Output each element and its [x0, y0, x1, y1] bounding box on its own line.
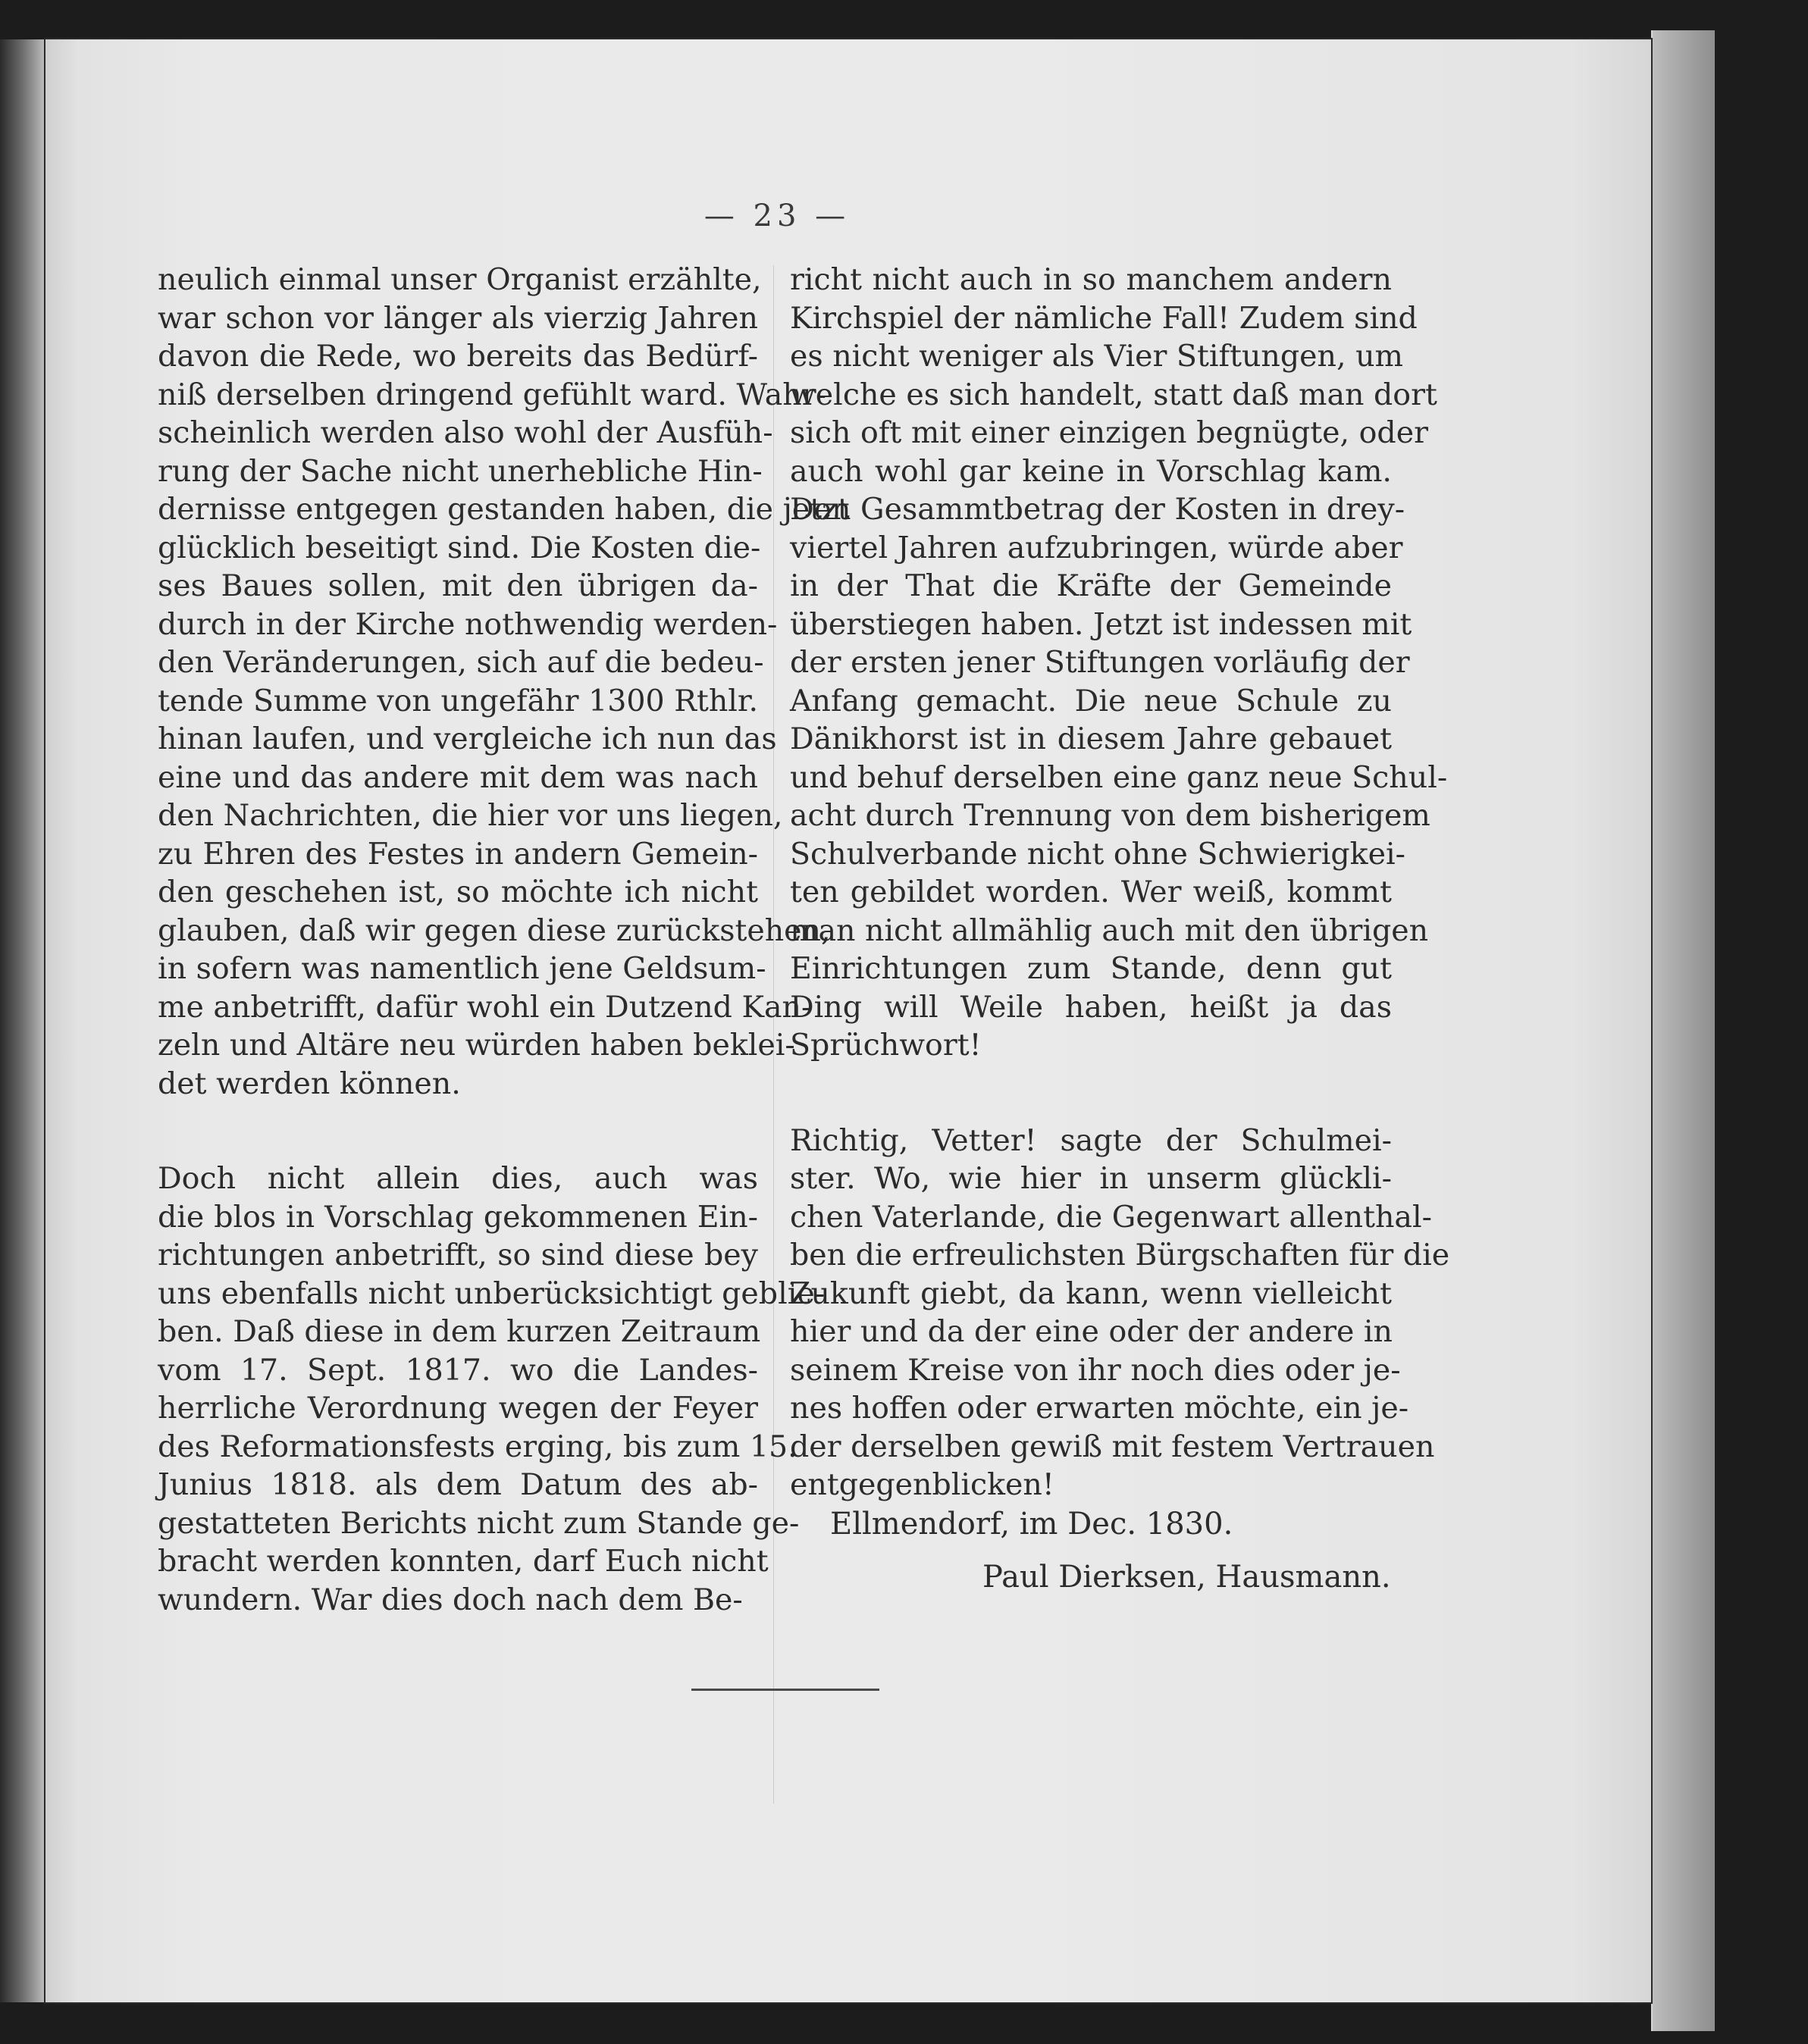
text-line: vom 17. Sept. 1817. wo die Landes-: [158, 1352, 758, 1388]
text-line: ses Baues sollen, mit den übrigen da-: [158, 568, 758, 603]
text-line: Dänikhorst ist in diesem Jahre gebauet: [790, 722, 1392, 756]
text-line: gestatteten Berichts nicht zum Stande ge-: [158, 1505, 800, 1541]
text-line: Junius 1818. als dem Datum des ab-: [158, 1467, 758, 1502]
text-line: auch wohl gar keine in Vorschlag kam.: [790, 453, 1392, 489]
left-paragraph-1: [158, 261, 850, 1103]
text-line: me anbetrifft, dafür wohl ein Dutzend Kan-: [158, 989, 812, 1025]
place-and-date: Ellmendorf, im Dec. 1830.: [830, 1507, 1233, 1542]
right-paragraph-1: [790, 261, 1448, 1065]
text-line: Ding will Weile haben, heißt ja das: [790, 989, 1392, 1025]
text-line: richtungen anbetrifft, so sind diese bey: [158, 1238, 758, 1272]
text-line: war schon vor länger als vierzig Jahren: [158, 300, 758, 336]
text-line: der ersten jener Stiftungen vorläufig der: [790, 645, 1410, 680]
text-line: welche es sich handelt, statt daß man dort: [790, 377, 1437, 412]
text-line: Zukunft giebt, da kann, wenn vielleicht: [790, 1276, 1392, 1311]
text-line: hinan laufen, und vergleiche ich nun das: [158, 722, 777, 756]
text-line: tende Summe von ungefähr 1300 Rthlr.: [158, 683, 758, 718]
text-line: den geschehen ist, so möchte ich nicht: [158, 875, 758, 909]
text-line: Anfang gemacht. Die neue Schule zu: [790, 683, 1392, 718]
text-line: neulich einmal unser Organist erzählte,: [158, 262, 762, 297]
page-edge-stack: [1651, 30, 1715, 2031]
text-line: scheinlich werden also wohl der Ausfüh-: [158, 415, 773, 450]
text-line: acht durch Trennung von dem bisherigem: [790, 798, 1430, 833]
text-line: davon die Rede, wo bereits das Bedürf-: [158, 339, 758, 374]
text-line: hier und da der eine oder der andere in: [790, 1314, 1393, 1349]
text-line: richt nicht auch in so manchem andern: [790, 262, 1392, 297]
text-line: chen Vaterlande, die Gegenwart allenthal-: [790, 1199, 1432, 1235]
text-line: Sprüchwort!: [790, 1028, 982, 1063]
text-line: in der That die Kräfte der Gemeinde: [790, 568, 1392, 603]
text-line: seinem Kreise von ihr noch dies oder je-: [790, 1352, 1401, 1388]
right-column: [790, 261, 1450, 1504]
text-line: zeln und Altäre neu würden haben beklei-: [158, 1028, 795, 1063]
text-line: Einrichtungen zum Stande, denn gut: [790, 951, 1392, 986]
text-line: durch in der Kirche nothwendig werden-: [158, 606, 778, 642]
text-line: bracht werden konnten, darf Euch nicht: [158, 1544, 769, 1579]
text-line: nes hoffen oder erwarten möchte, ein je-: [790, 1391, 1409, 1426]
text-line: rung der Sache nicht unerhebliche Hin-: [158, 453, 763, 489]
text-line: ben. Daß diese in dem kurzen Zeitraum: [158, 1314, 761, 1349]
book-spine-shadow: [0, 39, 45, 2002]
text-line: herrliche Verordnung wegen der Feyer: [158, 1391, 758, 1426]
paragraph-gap: [790, 1065, 1392, 1122]
right-paragraph-2: [790, 1122, 1450, 1504]
page-number: — 23 —: [703, 199, 851, 233]
text-line: Doch nicht allein dies, auch was: [158, 1161, 758, 1196]
text-line: uns ebenfalls nicht unberücksichtigt geblie-: [158, 1276, 826, 1311]
text-line: entgegenblicken!: [790, 1467, 1054, 1502]
text-line: viertel Jahren aufzubringen, würde aber: [790, 530, 1403, 565]
text-line: Kirchspiel der nämliche Fall! Zudem sind: [790, 300, 1418, 336]
left-column: [158, 261, 850, 1619]
text-line: dernisse entgegen gestanden haben, die jetzt: [158, 492, 850, 527]
text-line: in sofern was namentlich jene Geldsum-: [158, 951, 766, 986]
text-line: man nicht allmählig auch mit den übrigen: [790, 912, 1429, 948]
text-line: die blos in Vorschlag gekommenen Ein-: [158, 1199, 758, 1235]
text-line: ten gebildet worden. Wer weiß, kommt: [790, 875, 1392, 909]
text-line: den Veränderungen, sich auf die bedeu-: [158, 645, 764, 680]
text-line: Den Gesammtbetrag der Kosten in drey-: [790, 492, 1405, 527]
text-line: überstiegen haben. Jetzt ist indessen mit: [790, 606, 1412, 642]
text-line: des Reformationsfests erging, bis zum 15.: [158, 1429, 797, 1464]
text-line: ben die erfreulichsten Bürgschaften für die: [790, 1238, 1450, 1272]
text-line: eine und das andere mit dem was nach: [158, 759, 758, 795]
left-paragraph-2: [158, 1160, 826, 1619]
text-line: Richtig, Vetter! sagte der Schulmei-: [790, 1122, 1392, 1158]
text-line: glücklich beseitigt sind. Die Kosten die-: [158, 530, 761, 565]
author-signature: Paul Dierksen, Hausmann.: [982, 1560, 1391, 1595]
text-line: es nicht weniger als Vier Stiftungen, um: [790, 339, 1403, 374]
text-line: wundern. War dies doch nach dem Be-: [158, 1582, 743, 1617]
text-line: der derselben gewiß mit festem Vertrauen: [790, 1429, 1435, 1464]
text-line: sich oft mit einer einzigen begnügte, oder: [790, 415, 1428, 450]
text-line: und behuf derselben eine ganz neue Schul-: [790, 759, 1448, 795]
text-line: niß derselben dringend gefühlt ward. Wahr-: [158, 377, 826, 412]
end-rule: [691, 1689, 879, 1691]
text-line: glauben, daß wir gegen diese zurückstehen,: [158, 912, 831, 948]
text-line: det werden können.: [158, 1066, 461, 1101]
text-line: ster. Wo, wie hier in unserm glückli-: [790, 1161, 1392, 1196]
text-line: zu Ehren des Festes in andern Gemein-: [158, 836, 758, 872]
paragraph-gap: [158, 1103, 758, 1160]
text-line: den Nachrichten, die hier vor uns liegen,: [158, 798, 783, 833]
text-line: Schulverbande nicht ohne Schwierigkei-: [790, 836, 1405, 872]
